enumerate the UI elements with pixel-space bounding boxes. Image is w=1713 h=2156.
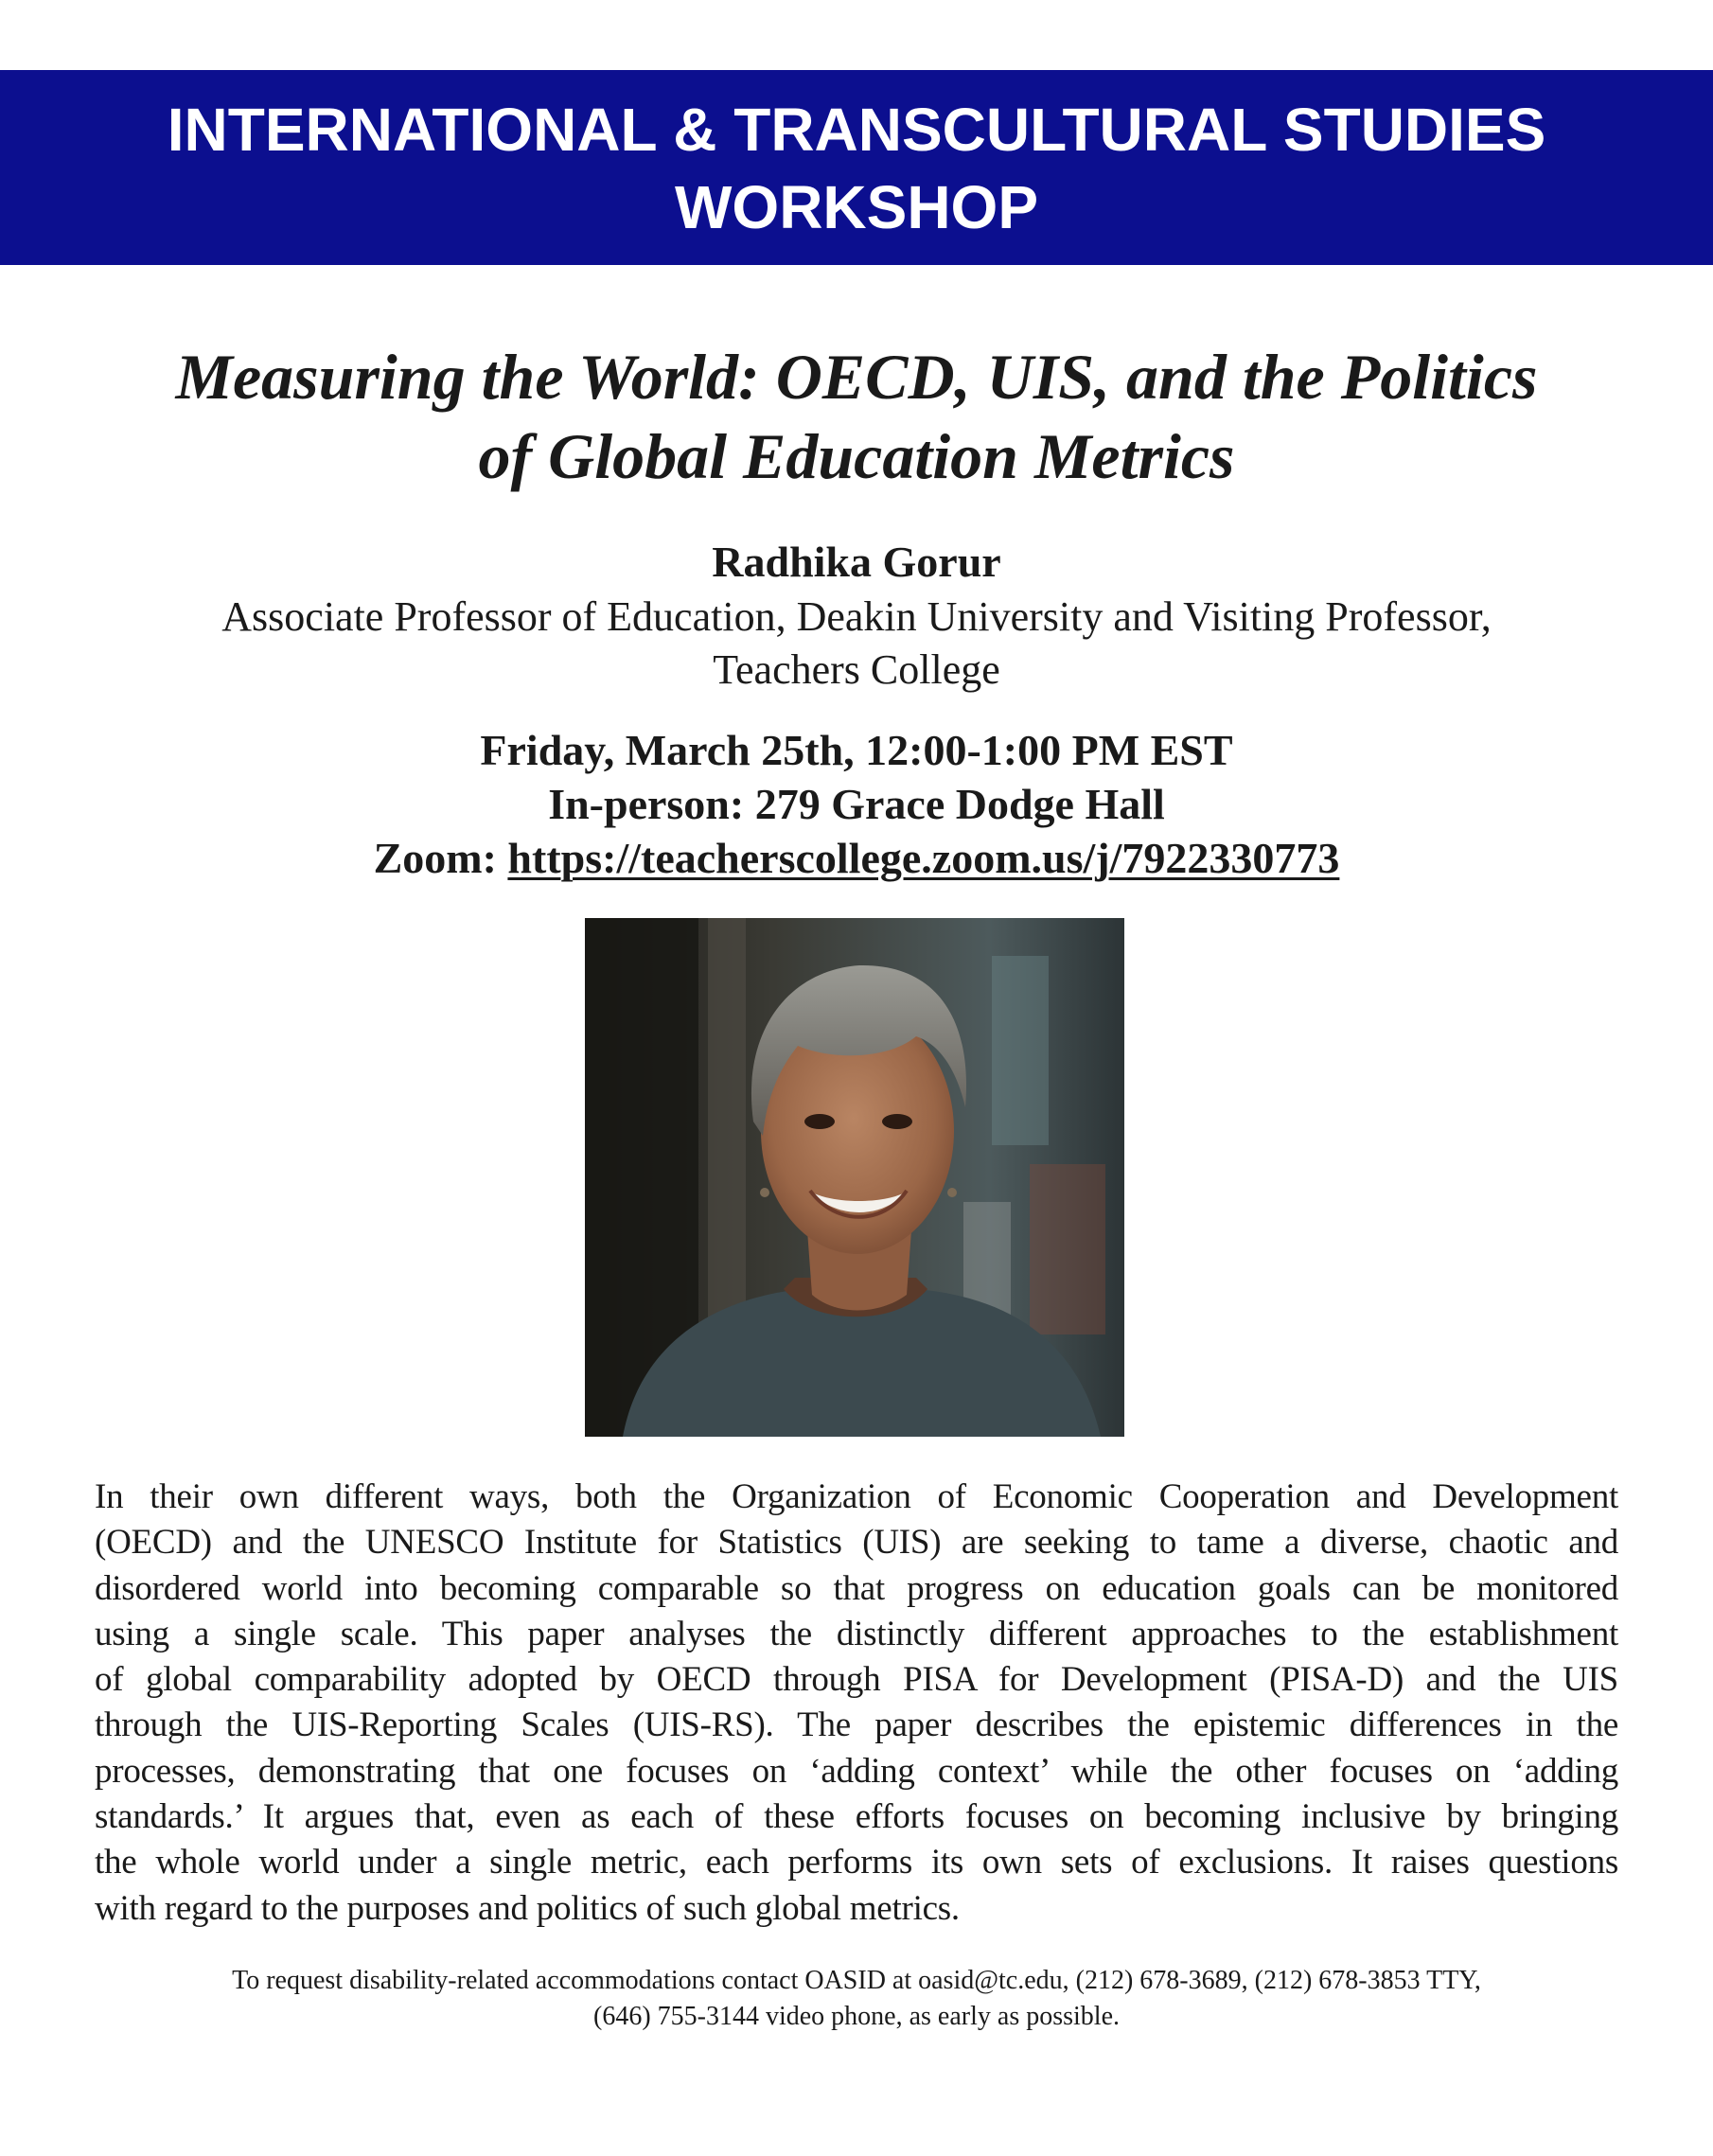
zoom-link[interactable]: https://teacherscollege.zoom.us/j/7922330773 [507, 834, 1340, 882]
abstract-line: of global comparability adopted by OECD through PISA for Development (PISA-D) and the UIS [95, 1660, 1618, 1700]
event-location: In-person: 279 Grace Dodge Hall [548, 780, 1165, 828]
abstract-line: standards.’ It argues that, even as each of these efforts focuses on becoming inclusive by bringing [95, 1797, 1618, 1837]
banner-title-line-2: WORKSHOP [675, 173, 1038, 241]
speaker-affiliation [0, 591, 1713, 697]
event-zoom [0, 831, 1713, 885]
talk-title [57, 337, 1656, 496]
speaker-portrait-image [585, 918, 1124, 1437]
abstract-line: processes, demonstrating that one focuses on ‘adding context’ while the other focuses on ‘adding [95, 1751, 1618, 1791]
speaker-name: Radhika Gorur [712, 538, 1001, 586]
abstract-line: through the UIS-Reporting Scales (UIS-RS). The paper describes the epistemic differences in the [95, 1705, 1618, 1745]
talk-title-line-2: of Global Education Metrics [478, 420, 1235, 492]
talk-title-line-1: Measuring the World: OECD, UIS, and the Politics [175, 341, 1538, 413]
abstract-line: disordered world into becoming comparable so that progress on education goals can be monitored [95, 1568, 1618, 1608]
abstract-line: the whole world under a single metric, each performs its own sets of exclusions. It raises questions [95, 1843, 1618, 1882]
affiliation-line-1: Associate Professor of Education, Deakin University and Visiting Professor, [221, 593, 1492, 640]
accessibility-notice-line-2: (646) 755-3144 video phone, as early as possible. [593, 2002, 1120, 2031]
abstract-line: with regard to the purposes and politics of such global metrics. [95, 1888, 960, 1928]
abstract-text [95, 1475, 1618, 1932]
accessibility-notice-line-1: To request disability-related accommodations contact OASID at oasid@tc.edu, (212) 678-3689, (212) 678-3853 TTY, [232, 1966, 1481, 1995]
affiliation-line-2: Teachers College [713, 646, 1000, 693]
abstract-line: using a single scale. This paper analyses the distinctly different approaches to the establishment [95, 1614, 1618, 1653]
event-datetime: Friday, March 25th, 12:00-1:00 PM EST [480, 726, 1233, 774]
speaker-photo [585, 918, 1124, 1437]
abstract-line: In their own different ways, both the Organization of Economic Cooperation and Development [95, 1477, 1618, 1516]
event-details [0, 723, 1713, 885]
accessibility-notice [0, 1963, 1713, 2035]
banner-title-line-1: INTERNATIONAL & TRANSCULTURAL STUDIES [167, 96, 1546, 164]
workshop-banner [0, 70, 1713, 265]
abstract-line: (OECD) and the UNESCO Institute for Statistics (UIS) are seeking to tame a diverse, chaotic and [95, 1523, 1618, 1563]
zoom-label: Zoom: [373, 834, 508, 882]
